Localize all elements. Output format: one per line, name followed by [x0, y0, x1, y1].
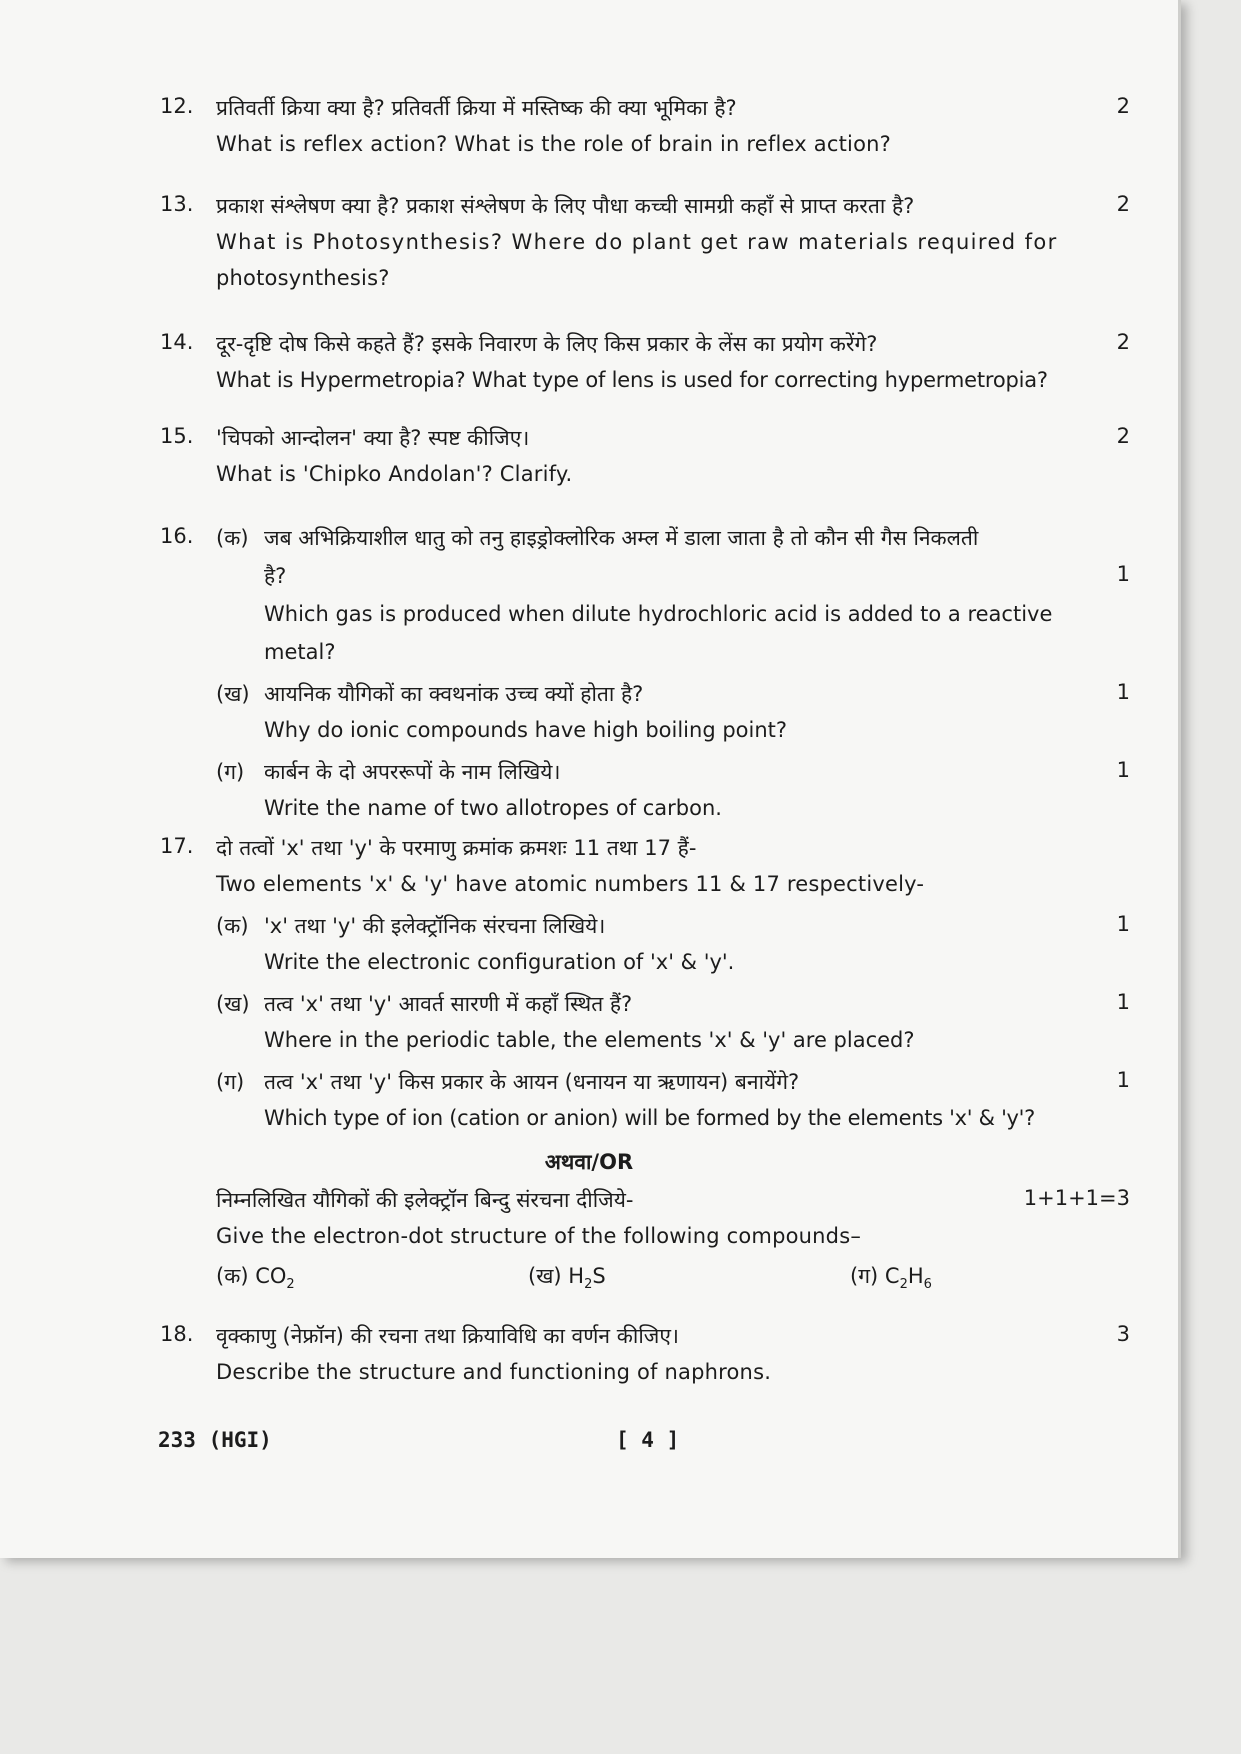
marks: 2: [1116, 192, 1130, 216]
question-hindi: 'x' तथा 'y' की इलेक्ट्रॉनिक संरचना लिखिये।: [264, 914, 606, 938]
compound-c2h6: [850, 1262, 932, 1292]
compound-h2s: [528, 1262, 606, 1292]
question-number: 15.: [160, 424, 194, 448]
marks: 2: [1116, 330, 1130, 354]
question-hindi: वृक्काणु (नेफ्रॉन) की रचना तथा क्रियाविधि का वर्णन कीजिए।: [216, 1324, 679, 1348]
compound-co2: [216, 1262, 295, 1292]
question-english: Write the name of two allotropes of carbon.: [264, 796, 722, 820]
sub-label: (ख): [528, 1264, 562, 1288]
formula-text: S: [592, 1264, 606, 1288]
question-hindi: प्रकाश संश्लेषण क्या है? प्रकाश संश्लेषण के लिए पौधा कच्ची सामग्री कहाँ से प्राप्त करता है?: [216, 194, 915, 218]
or-question-english: Give the electron-dot structure of the following compounds–: [216, 1224, 862, 1248]
sub-label: (क): [216, 1264, 249, 1288]
marks: 1: [1116, 990, 1130, 1014]
marks: 1: [1116, 562, 1130, 586]
question-english: Which gas is produced when dilute hydrochloric acid is added to a reactive: [264, 602, 1053, 626]
question-number: 16.: [160, 524, 194, 548]
formula-subscript: 6: [923, 1277, 932, 1293]
question-english: What is reflex action? What is the role of brain in reflex action?: [216, 132, 891, 156]
question-number: 13.: [160, 192, 194, 216]
question-english: Write the electronic configuration of 'x' & 'y'.: [264, 950, 735, 974]
question-hindi: दो तत्वों 'x' तथा 'y' के परमाणु क्रमांक क्रमशः 11 तथा 17 हैं-: [216, 836, 697, 860]
marks: 2: [1116, 94, 1130, 118]
question-hindi: जब अभिक्रियाशील धातु को तनु हाइड्रोक्लोरिक अम्ल में डाला जाता है तो कौन सी गैस निकलती: [264, 526, 979, 550]
question-english: What is Hypermetropia? What type of lens is used for correcting hypermetropia?: [216, 368, 1048, 392]
question-hindi: दूर-दृष्टि दोष किसे कहते हैं? इसके निवारण के लिए किस प्रकार के लेंस का प्रयोग करेंगे?: [216, 332, 878, 356]
question-english: Why do ionic compounds have high boiling point?: [264, 718, 788, 742]
question-hindi: तत्व 'x' तथा 'y' किस प्रकार के आयन (धनायन या ऋणायन) बनायेंगे?: [264, 1070, 800, 1094]
formula-text: CO: [255, 1264, 287, 1288]
question-number: 17.: [160, 834, 194, 858]
sub-label: (क): [216, 526, 249, 550]
marks: 1: [1116, 912, 1130, 936]
sub-label: (ग): [850, 1264, 879, 1288]
question-number: 14.: [160, 330, 194, 354]
paper-code: 233 (HGI): [158, 1428, 272, 1452]
question-hindi: तत्व 'x' तथा 'y' आवर्त सारणी में कहाँ स्थित हैं?: [264, 992, 633, 1016]
formula-subscript: 2: [584, 1277, 593, 1293]
question-english: Where in the periodic table, the elements 'x' & 'y' are placed?: [264, 1028, 915, 1052]
question-english: What is 'Chipko Andolan'? Clarify.: [216, 462, 573, 486]
question-english: Describe the structure and functioning of naphrons.: [216, 1360, 772, 1384]
marks: 1: [1116, 1068, 1130, 1092]
question-number: 18.: [160, 1322, 194, 1346]
question-hindi: कार्बन के दो अपररूपों के नाम लिखिये।: [264, 760, 561, 784]
sub-label: (क): [216, 914, 249, 938]
question-english: Two elements 'x' & 'y' have atomic numbers 11 & 17 respectively-: [216, 872, 925, 896]
formula-text: C: [884, 1264, 900, 1288]
question-hindi: आयनिक यौगिकों का क्वथनांक उच्च क्यों होता है?: [264, 682, 644, 706]
formula-text: H: [907, 1264, 924, 1288]
marks: 1: [1116, 680, 1130, 704]
formula-subscript: 2: [899, 1277, 908, 1293]
marks: 2: [1116, 424, 1130, 448]
or-separator: अथवा/OR: [544, 1150, 634, 1174]
question-english-cont: metal?: [264, 640, 336, 664]
question-hindi-cont: है?: [264, 564, 287, 588]
sub-label: (ख): [216, 682, 250, 706]
marks: 3: [1116, 1322, 1130, 1346]
formula-subscript: 2: [286, 1277, 295, 1293]
marks: 1: [1116, 758, 1130, 782]
marks: 1+1+1=3: [1023, 1186, 1130, 1210]
sub-label: (ख): [216, 992, 250, 1016]
page-number: [ 4 ]: [616, 1428, 680, 1452]
formula-text: H: [568, 1264, 585, 1288]
question-english: What is Photosynthesis? Where do plant get raw materials required for: [216, 230, 1058, 254]
question-number: 12.: [160, 94, 194, 118]
or-question-hindi: निम्नलिखित यौगिकों की इलेक्ट्रॉन बिन्दु संरचना दीजिये-: [216, 1188, 634, 1212]
question-hindi: 'चिपको आन्दोलन' क्या है? स्पष्ट कीजिए।: [216, 426, 530, 450]
sub-label: (ग): [216, 1070, 245, 1094]
question-english-cont: photosynthesis?: [216, 266, 390, 290]
question-english: Which type of ion (cation or anion) will be formed by the elements 'x' & 'y'?: [264, 1106, 1035, 1130]
question-hindi: प्रतिवर्ती क्रिया क्या है? प्रतिवर्ती क्रिया में मस्तिष्क की क्या भूमिका है?: [216, 96, 737, 120]
sub-label: (ग): [216, 760, 245, 784]
